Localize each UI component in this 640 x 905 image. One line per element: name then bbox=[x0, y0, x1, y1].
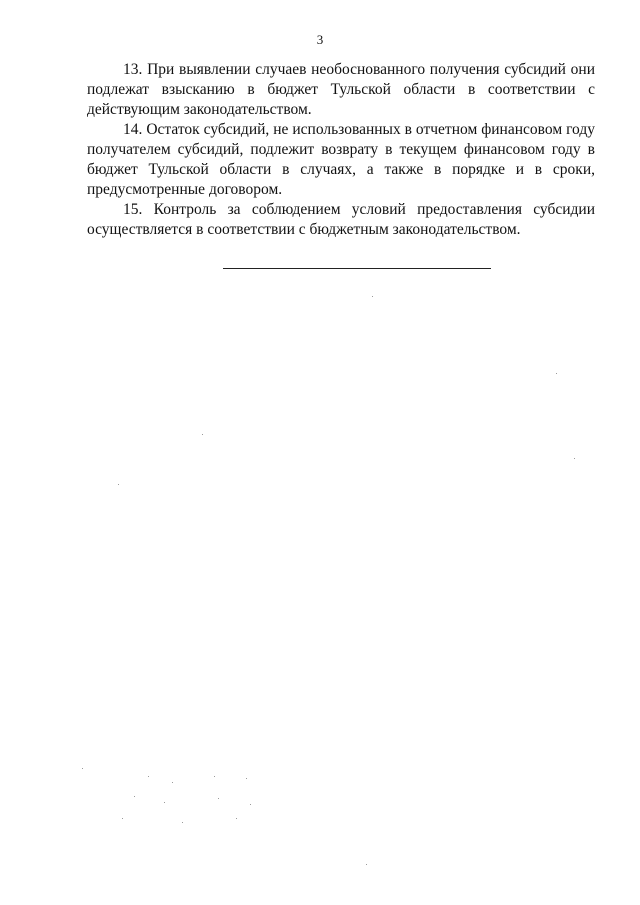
paragraph-13: 13. При выявлении случаев необоснованного получения субсидий они подлежат взысканию в бюджет Тульской области в соответствии с действующим законодательством. bbox=[87, 61, 595, 118]
page-number: 3 bbox=[316, 32, 324, 47]
scan-speck bbox=[202, 434, 203, 435]
scan-speck bbox=[366, 864, 367, 865]
scan-speck bbox=[372, 296, 373, 297]
scan-speck bbox=[164, 802, 165, 803]
scan-speck bbox=[214, 776, 215, 777]
scan-speck bbox=[218, 798, 219, 799]
end-of-document-line bbox=[223, 268, 491, 269]
scan-speck bbox=[148, 776, 149, 777]
scan-speck bbox=[556, 373, 557, 374]
scan-speck bbox=[574, 458, 575, 459]
scan-speck bbox=[182, 822, 183, 823]
paragraph-15: 15. Контроль за соблюдением условий предоставления субсидии осуществляется в соответствии с бюджетным законодательством. bbox=[87, 201, 595, 238]
document-body bbox=[87, 60, 595, 240]
paragraph-14: 14. Остаток субсидий, не использованных в отчетном финансовом году получателем субсидий, подлежит возврату в текущем финансовом году в бюджет Тульской области в случаях, а также в порядке и в сроки, предусмотренные договором. bbox=[87, 121, 595, 198]
scan-speck bbox=[122, 818, 123, 819]
scan-speck bbox=[134, 796, 135, 797]
scan-speck bbox=[82, 768, 83, 769]
scan-speck bbox=[118, 484, 119, 485]
scan-speck bbox=[172, 782, 173, 783]
scan-speck bbox=[236, 818, 237, 819]
scan-speck bbox=[246, 778, 247, 779]
scan-speck bbox=[250, 804, 251, 805]
